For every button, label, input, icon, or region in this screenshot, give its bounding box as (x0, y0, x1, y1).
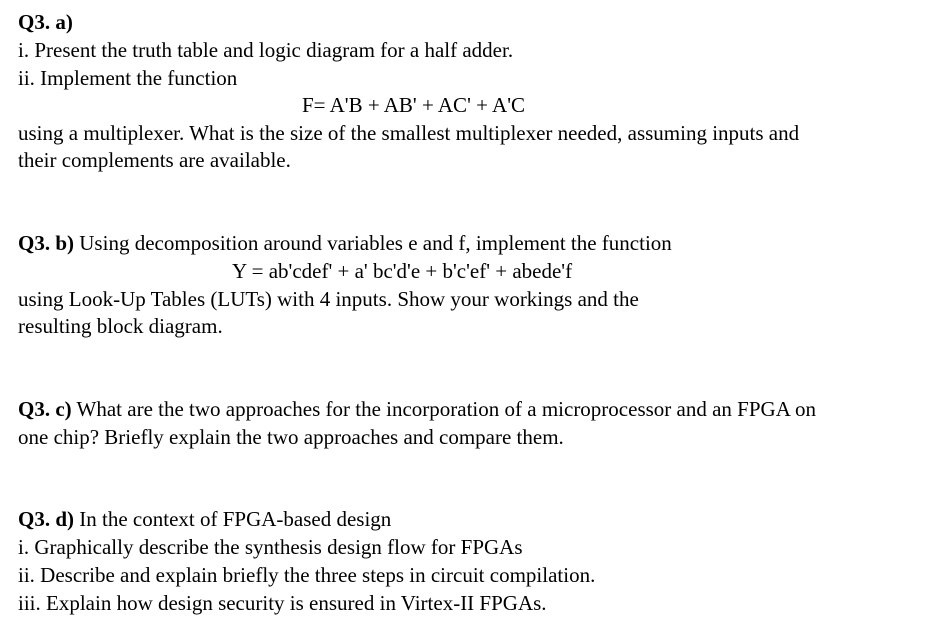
q3c-first-line (18, 395, 816, 423)
q3b-label: Q3. b) (18, 231, 75, 255)
q3c-text-1: What are the two approaches for the incorporation of a microprocessor and an FPGA on (71, 397, 816, 421)
q3c-text-2: one chip? Briefly explain the two approaches and compare them. (18, 425, 564, 449)
q3a-equation: F= A'B + AB' + AC' + A'C (302, 93, 525, 117)
q3d-item-iii: iii. Explain how design security is ensured in Virtex-II FPGAs. (18, 591, 547, 615)
q3d-item-i: i. Graphically describe the synthesis design flow for FPGAs (18, 535, 523, 559)
q3b-equation: Y = ab'cdef' + a' bc'd'e + b'c'ef' + abede'f (232, 259, 573, 283)
q3d-item-ii: ii. Describe and explain briefly the three steps in circuit compilation. (18, 563, 596, 587)
q3d-label: Q3. d) (18, 507, 75, 531)
q3a-text-line-4: their complements are available. (18, 148, 291, 172)
q3a-heading: Q3. a) (18, 10, 73, 34)
q3b-first-line (18, 229, 672, 257)
q3c-label: Q3. c) (18, 397, 72, 421)
q3b-text-1: Using decomposition around variables e and f, implement the function (74, 231, 672, 255)
q3a-item-i: i. Present the truth table and logic diagram for a half adder. (18, 38, 514, 62)
q3a-item-ii: ii. Implement the function (18, 66, 238, 90)
q3d-first-line (18, 505, 391, 533)
q3a-text-line-3: using a multiplexer. What is the size of the smallest multiplexer needed, assuming inputs and (18, 121, 800, 145)
q3d-text-1: In the context of FPGA-based design (74, 507, 392, 531)
q3b-text-3: resulting block diagram. (18, 314, 223, 338)
q3b-text-2: using Look-Up Tables (LUTs) with 4 inputs. Show your workings and the (18, 287, 639, 311)
